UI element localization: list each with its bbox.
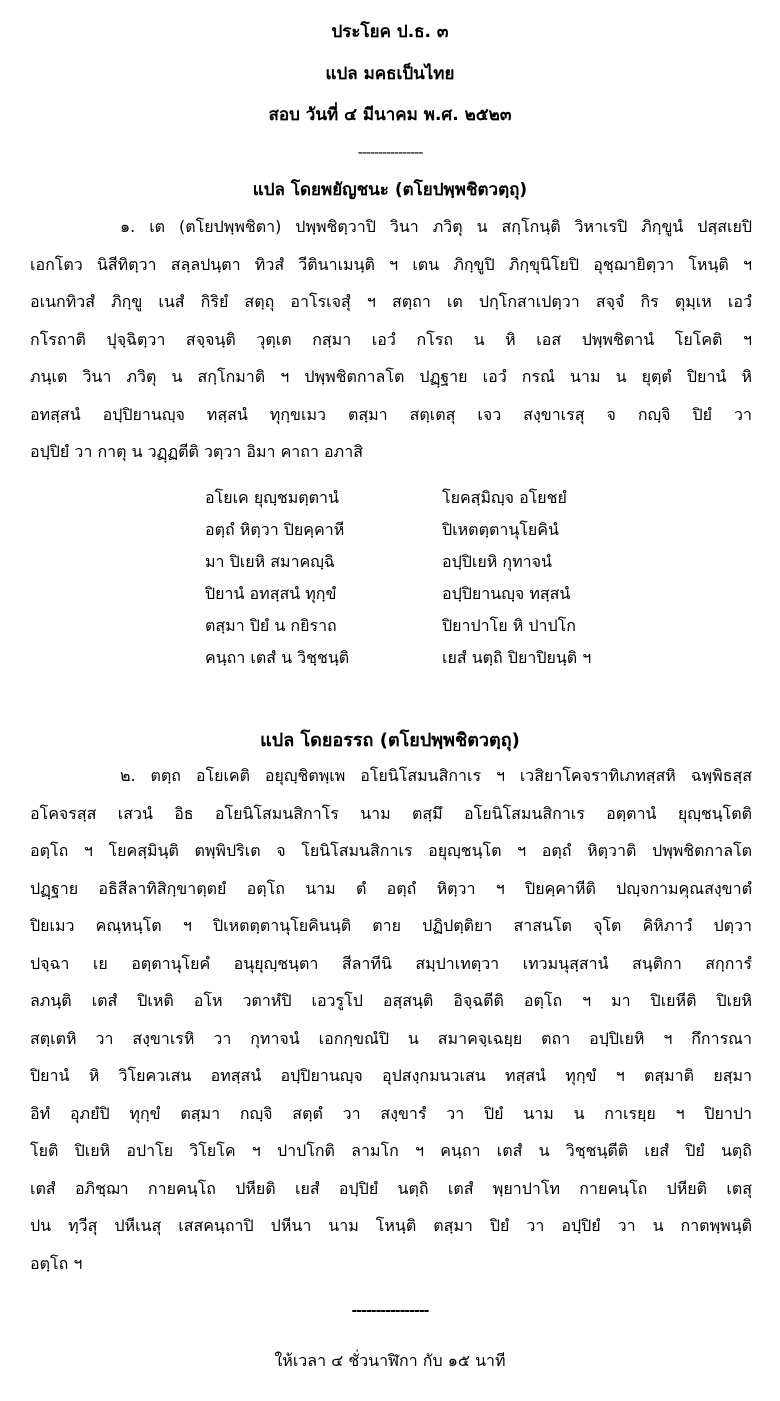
paragraph-line: อโคจรสฺส เสวนํ อิธ อโยนิโสมนสิกาโร นาม ตสฺมึ อโยนิโสมนสิกาเร อตฺตานํ ยุญฺชนฺโตติ — [30, 803, 752, 823]
verse-first-half: อโยเค ยุญฺชมตฺตานํ — [205, 488, 339, 507]
paragraph-line: อตฺโถ ฯ โยคสฺมินฺติ ตพฺพิปริเต จ โยนิโสมนสิกาเร อยุญฺชนฺโต ฯ อตฺถํ หิตฺวาติ ปพฺพชิตกาลโต — [30, 841, 752, 860]
verse-block — [205, 484, 675, 676]
paragraph-line: อตฺโถ ฯ — [30, 1253, 83, 1273]
verse-first-half: ปิยานํ อทสฺสนํ ทุกฺขํ — [205, 584, 337, 603]
verse-second-half: โยคสฺมิญฺจ อโยชยํ — [442, 488, 567, 507]
exam-subject-title: แปล มคธเป็นไทย — [325, 64, 455, 84]
paragraph-line: ๑. เต (ตโยปพฺพชิตา) ปพฺพชิตฺวาปิ วินา ภวิตุ น สกฺโกนฺติ วิหาเรปิ ภิกฺขูนํ ปสฺสเยปิ — [120, 217, 752, 236]
paragraph-line: กโรถาติ ปุจฺฉิตฺวา สจฺจนฺติ วุตฺเต กสฺมา เอวํ กโรถ น หิ เอส ปพฺพชิตานํ โยโคติ ฯ — [30, 329, 752, 349]
verse-second-half: ปิเหตตฺตานุโยคินํ — [442, 520, 559, 539]
paragraph-line: โยติ ปิเยหิ อปาโย วิโยโค ฯ ปาปโกติ ลามโก ฯ คนฺถา เตสํ น วิชฺชนฺตีติ เยสํ ปิยํ นตฺถิ — [30, 1141, 752, 1160]
paragraph-line: เอกโตว นิสีทิตฺวา สลฺลปนฺตา ทิวสํ วีตินาเมนฺติ ฯ เตน ภิกฺขูปิ ภิกฺขุนิโยปิ อุชฺฌายิตฺวา โหนฺติ ฯ — [30, 254, 752, 274]
paragraph-line: อทสฺสนํ อปฺปิยานญฺจ ทสฺสนํ ทุกฺขเมว ตสฺมา สตฺเตสุ เจว สงฺขาเรสุ จ กญฺจิ ปิยํ วา — [30, 404, 752, 424]
paragraph-line: ภนฺเต วินา ภวิตุ น สกฺโกมาติ ฯ ปพฺพชิตกาลโต ปฏฺฐาย เอวํ กรณํ นาม น ยุตฺตํ ปิยานํ หิ — [30, 367, 752, 386]
footer-divider: ---------------- — [351, 1303, 429, 1319]
paragraph-line: ปิยานํ หิ วิโยควเสน อทสฺสนํ อปฺปิยานญฺจ อุปสงฺกมนวเสน ทสฺสนํ ทุกฺขํ ฯ ตสฺมาติ ยสฺมา — [30, 1066, 752, 1085]
exam-level-title: ประโยค ป.ธ. ๓ — [331, 22, 449, 42]
paragraph-line: ปิยเมว คณฺหนฺโต ฯ ปิเหตตฺตานุโยคินนฺติ ตาย ปฏิปตฺติยา สาสนโต จุโต คิหิภาวํ ปตฺวา — [30, 916, 752, 935]
section-heading-meaning: แปล โดยอรรถ (ตโยปพฺพชิตวตฺถุ) — [260, 730, 520, 751]
verse-line — [205, 548, 675, 580]
verse-second-half: อปฺปิยานญฺจ ทสฺสนํ — [442, 584, 571, 603]
verse-first-half: คนฺถา เตสํ น วิชฺชนฺติ — [205, 648, 350, 667]
header-divider: ---------------- — [357, 145, 423, 161]
verse-second-half: อปฺปิเยหิ กุทาจนํ — [442, 552, 552, 571]
exam-date: สอบ วันที่ ๔ มีนาคม พ.ศ. ๒๕๒๓ — [268, 105, 512, 125]
verse-second-half: เยสํ นตฺถิ ปิยาปิยนฺติ ฯ — [442, 648, 592, 667]
verse-line — [205, 612, 675, 644]
time-allowed: ให้เวลา ๔ ชั่วนาฬิกา กับ ๑๕ นาที — [274, 1351, 506, 1370]
verse-first-half: ตสฺมา ปิยํ น กยิราถ — [205, 616, 337, 635]
verse-line — [205, 580, 675, 612]
paragraph-line: ปน ทฺวีสุ ปหีเนสุ เสสคนฺถาปิ ปหีนา นาม โหนฺติ ตสฺมา ปิยํ วา อปฺปิยํ วา น กาตพฺพนฺติ — [30, 1216, 752, 1235]
section-heading-literal: แปล โดยพยัญชนะ (ตโยปพฺพชิตวตฺถุ) — [252, 180, 528, 200]
verse-line — [205, 644, 675, 676]
verse-first-half: อตฺถํ หิตฺวา ปิยคฺคาหี — [205, 520, 345, 539]
verse-line — [205, 516, 675, 548]
paragraph-line: ลภนฺติ เตสํ ปิเหติ อโห วตาหํปิ เอวรูโป อสฺสนฺติ อิจฺฉตีติ อตฺโถ ฯ มา ปิเยหีติ ปิเยหิ — [30, 991, 752, 1010]
paragraph-line: ๒. ตตฺถ อโยเคติ อยุญฺชิตพฺเพ อโยนิโสมนสิกาเร ฯ เวสิยาโคจราทิเภทสฺสหิ ฉพฺพิธสฺส — [120, 766, 752, 785]
paragraph-line: อิทํ อุภยํปิ ทุกฺขํ ตสฺมา กญฺจิ สตฺตํ วา สงฺขารํ วา ปิยํ นาม น กาเรยฺย ฯ ปิยาปา — [30, 1103, 752, 1123]
verse-second-half: ปิยาปาโย หิ ปาปโก — [442, 616, 576, 635]
paragraph-line: ปจฺฉา เย อตฺตานุโยคํ อนุยุญฺชนฺตา สีลาทีนิ สมฺปาเทตฺวา เทวมนุสฺสานํ สนฺติกา สกฺการํ — [30, 953, 752, 973]
paragraph-line: อเนกทิวสํ ภิกฺขู เนสํ กิริยํ สตฺถุ อาโรเจสุํ ฯ สตฺถา เต ปกฺโกสาเปตฺวา สจฺจํ กิร ตุมฺเห เอวํ — [30, 292, 752, 311]
paragraph-line: ปฏฺฐาย อธิสีลาทิสิกฺขาตฺตยํ อตฺโถ นาม ตํ อตฺถํ หิตฺวา ฯ ปิยคฺคาหีติ ปญฺจกามคุณสงฺขาตํ — [30, 878, 752, 898]
verse-first-half: มา ปิเยหิ สมาคญฺฉิ — [205, 552, 335, 571]
paragraph-line: อปฺปิยํ วา กาตุ น วฏฺฏตีติ วตฺวา อิมา คาถา อภาสิ — [30, 442, 363, 461]
verse-line — [205, 484, 675, 516]
paragraph-line: สตฺเตหิ วา สงฺขาเรหิ วา กุทาจนํ เอกกฺขณํปิ น สมาคจฺเฉยฺย ตถา อปฺปิเยหิ ฯ กึการณา — [30, 1028, 752, 1048]
meaning-translation-paragraph — [30, 761, 752, 1286]
paragraph-line: เตสํ อภิชฺฌา กายคนฺโถ ปหียติ เยสํ อปฺปิยํ นตฺถิ เตสํ พฺยาปาโท กายคนฺโถ ปหียติ เตสุ — [30, 1178, 752, 1198]
literal-translation-paragraph — [30, 212, 752, 475]
